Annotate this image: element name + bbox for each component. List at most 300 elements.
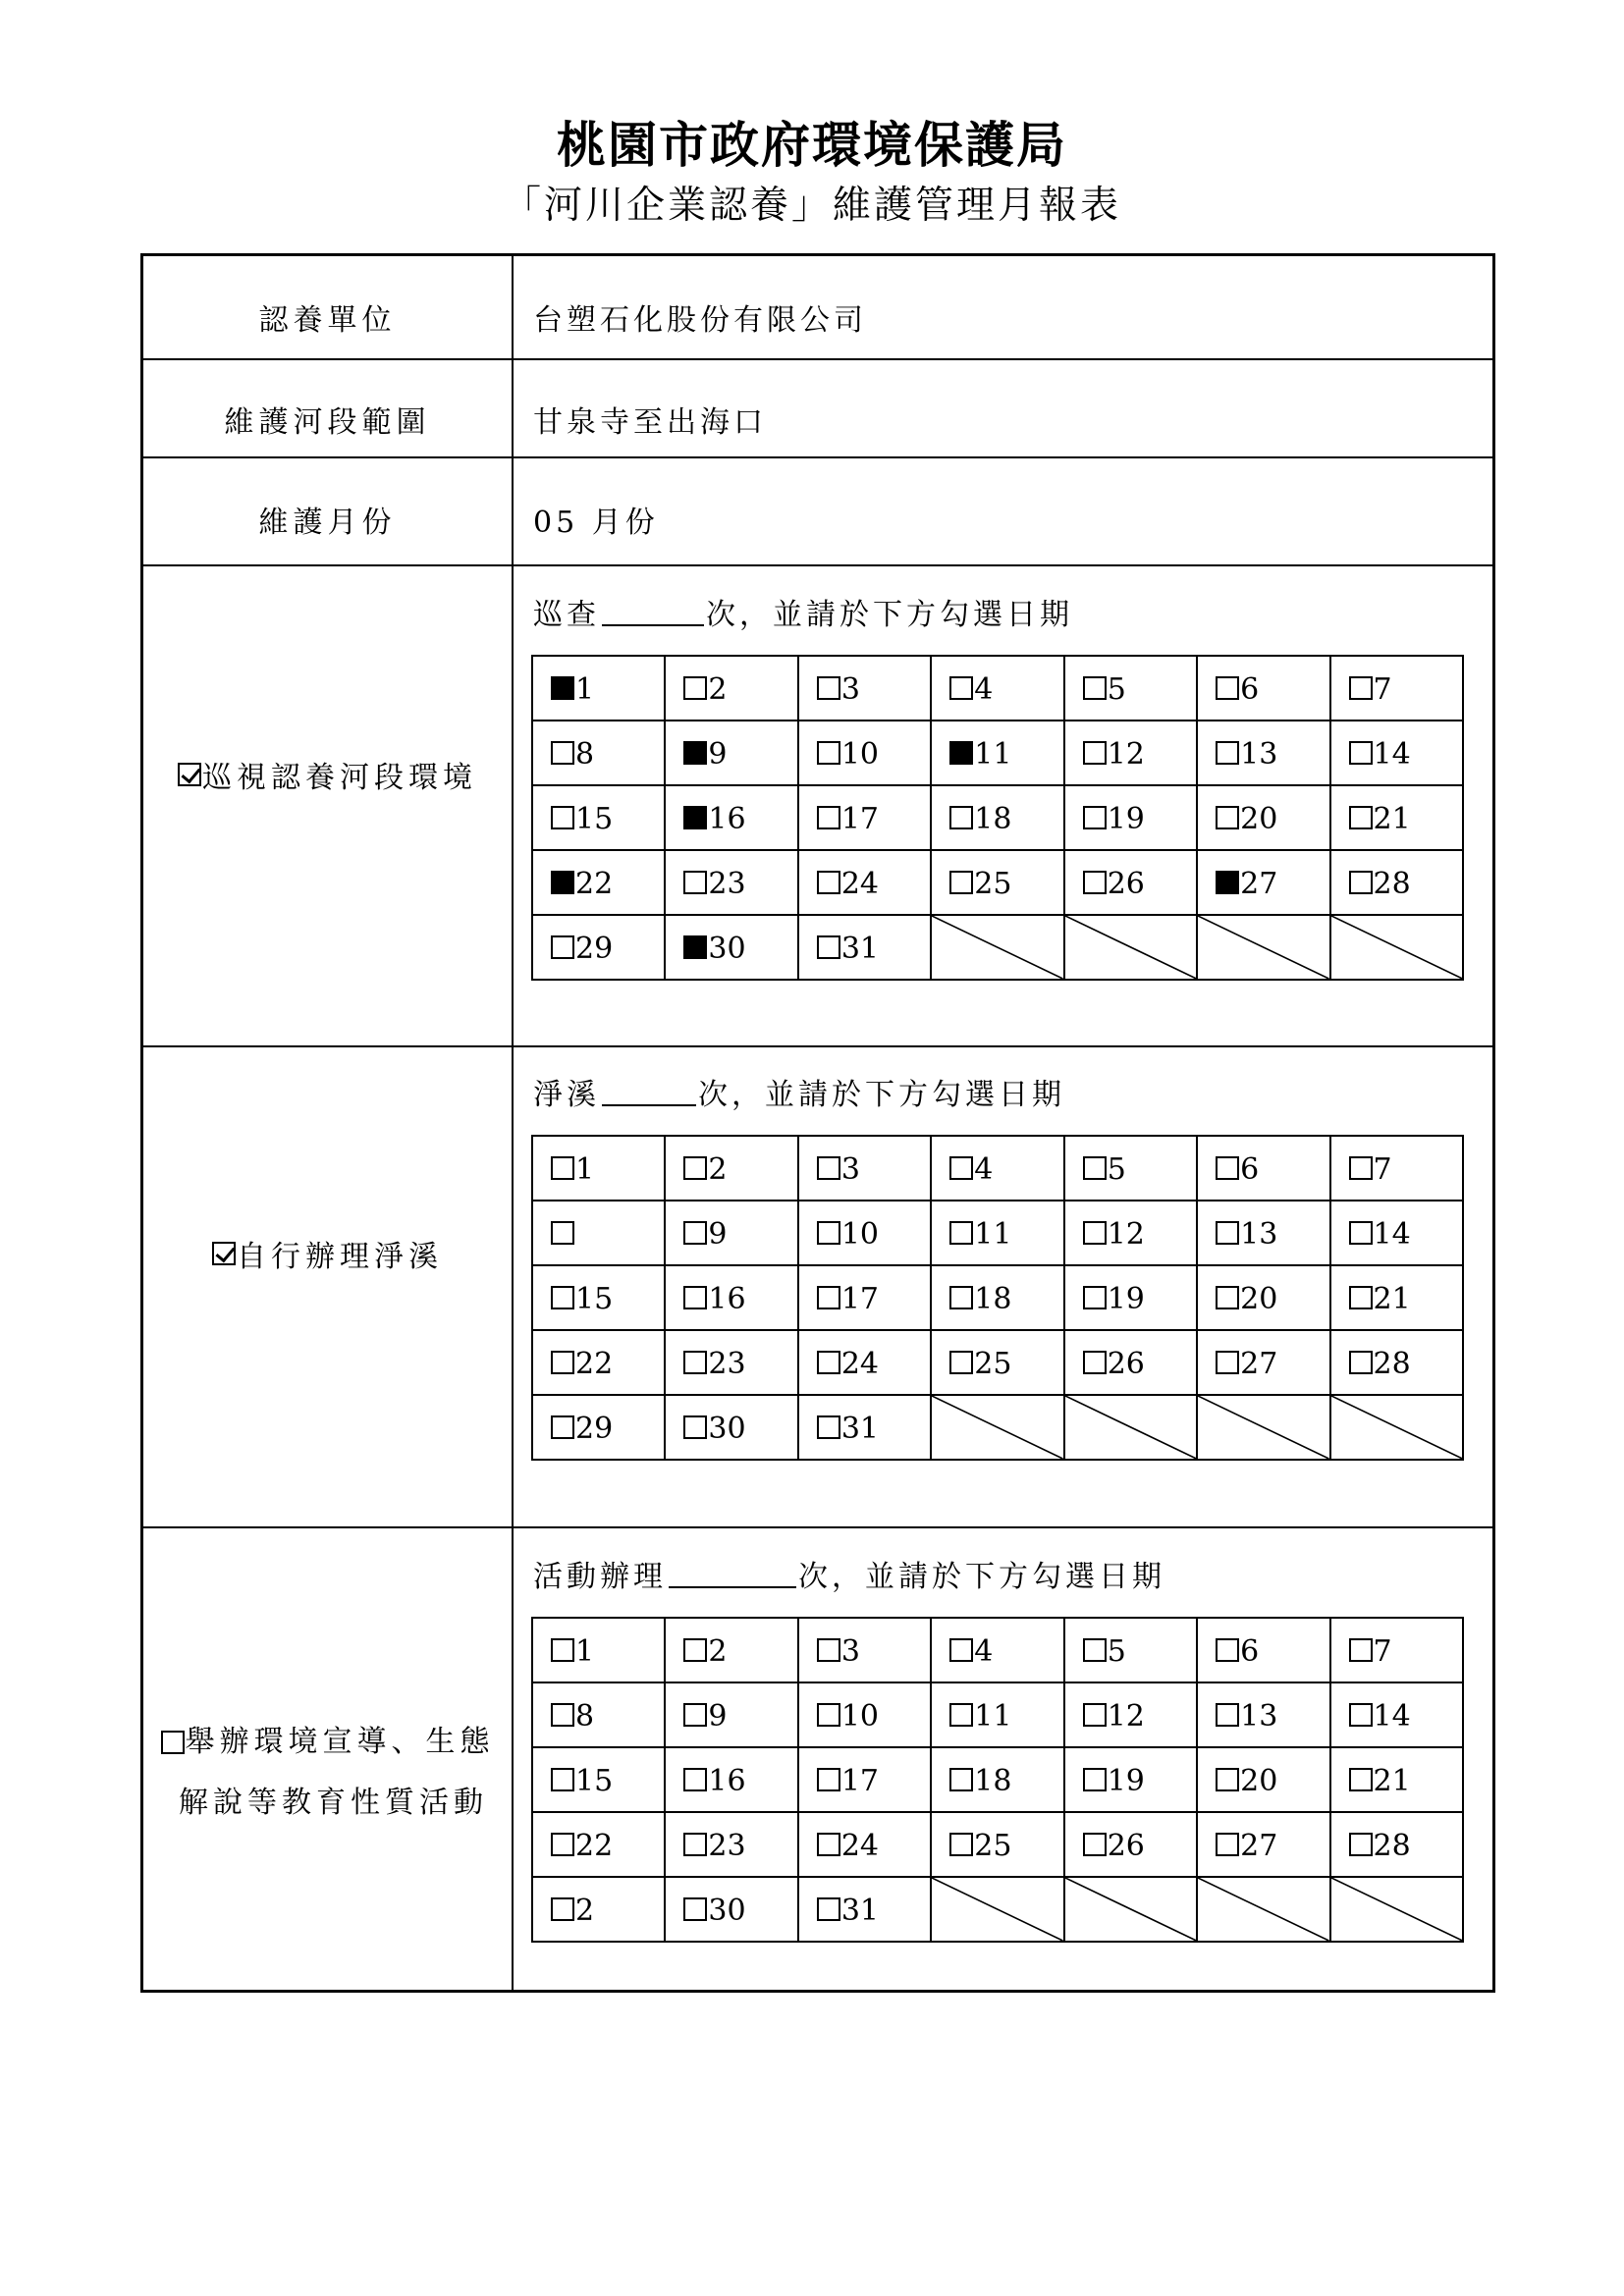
date-checkbox[interactable] [817,1156,840,1180]
date-checkbox[interactable] [817,1638,840,1662]
date-cell[interactable] [931,1330,1063,1395]
date-checkbox[interactable] [817,676,840,700]
date-checkbox[interactable] [683,871,707,894]
date-cell[interactable] [532,1395,665,1460]
date-checkbox[interactable] [683,935,707,959]
date-checkbox[interactable] [817,1221,840,1245]
date-cell[interactable] [1064,1812,1197,1877]
diagonal-strike [1198,1878,1328,1941]
date-cell[interactable] [532,1812,665,1877]
diagonal-strike [932,916,1062,979]
date-cell[interactable] [931,1682,1063,1747]
cleanup-count-prefix: 淨溪 [533,1078,600,1112]
date-checkbox[interactable] [1216,1221,1239,1245]
date-checkbox[interactable] [1349,1768,1373,1791]
date-checkbox[interactable] [551,1286,574,1309]
date-cell[interactable] [1064,656,1197,721]
date-cell[interactable] [665,721,797,785]
date-checkbox[interactable] [683,1286,707,1309]
date-number: 23 [708,1828,746,1863]
empty-date-cell [931,1877,1063,1942]
date-checkbox[interactable] [683,1833,707,1856]
date-cell[interactable] [1064,850,1197,915]
date-cell[interactable] [665,1201,797,1265]
date-cell[interactable] [798,1682,931,1747]
date-grid-row [532,1618,1463,1682]
empty-date-cell [1330,1877,1463,1942]
date-number: 19 [1107,1281,1145,1316]
date-cell[interactable] [931,1265,1063,1330]
date-number: 13 [1240,1698,1278,1734]
cleanup-section-checkbox[interactable] [212,1242,236,1265]
date-cell[interactable] [931,721,1063,785]
date-checkbox[interactable] [1349,806,1373,829]
date-cell[interactable] [1197,1265,1329,1330]
document-subtitle: 「河川企業認養」維護管理月報表 [502,184,1121,228]
date-checkbox[interactable] [683,1221,707,1245]
date-checkbox[interactable] [949,1768,973,1791]
date-checkbox[interactable] [1216,806,1239,829]
activity-count-line [533,1552,1165,1595]
date-cell[interactable] [1064,1136,1197,1201]
date-cell[interactable] [798,1747,931,1812]
date-cell[interactable] [1330,1201,1463,1265]
date-number: 14 [1373,736,1411,772]
diagonal-strike [1331,1878,1462,1941]
date-checkbox[interactable] [683,1768,707,1791]
date-checkbox[interactable] [1216,1286,1239,1309]
date-cell[interactable] [665,1265,797,1330]
date-checkbox[interactable] [817,1833,840,1856]
date-number: 25 [974,1828,1012,1863]
date-number: 26 [1107,1828,1145,1863]
diagonal-strike [1065,1396,1196,1459]
date-cell[interactable] [1064,1201,1197,1265]
cleanup-date-grid [531,1135,1464,1461]
date-cell[interactable] [931,1136,1063,1201]
date-number: 6 [1240,671,1260,707]
date-number: 28 [1373,1828,1411,1863]
date-cell[interactable] [798,850,931,915]
date-cell[interactable] [532,1201,665,1265]
date-checkbox[interactable] [1349,1638,1373,1662]
date-checkbox[interactable] [683,1638,707,1662]
date-cell[interactable] [1197,1136,1329,1201]
diagonal-strike [1198,1396,1328,1459]
date-number: 20 [1240,1281,1278,1316]
cleanup-count-input[interactable] [602,1079,696,1106]
date-checkbox[interactable] [817,1703,840,1727]
date-cell[interactable] [931,1201,1063,1265]
date-grid-row [532,656,1463,721]
date-checkbox[interactable] [1216,871,1239,894]
date-checkbox[interactable] [551,1221,574,1245]
date-number: 12 [1107,1698,1145,1734]
date-number: 7 [1373,671,1392,707]
date-checkbox[interactable] [949,1351,973,1374]
date-cell[interactable] [1064,1265,1197,1330]
date-checkbox[interactable] [817,935,840,959]
patrol-section-checkbox[interactable] [178,763,201,786]
date-cell[interactable] [1197,1682,1329,1747]
date-cell[interactable] [1064,1682,1197,1747]
date-number: 15 [575,801,614,836]
empty-date-cell [1197,1395,1329,1460]
date-number: 20 [1240,1763,1278,1798]
activity-section-checkbox[interactable] [161,1731,185,1754]
date-cell[interactable] [532,1618,665,1682]
date-checkbox[interactable] [551,806,574,829]
date-cell[interactable] [532,1330,665,1395]
date-cell[interactable] [798,1330,931,1395]
date-cell[interactable] [931,850,1063,915]
date-number: 2 [708,1151,728,1187]
date-checkbox[interactable] [949,1156,973,1180]
date-checkbox[interactable] [551,1351,574,1374]
date-cell[interactable] [798,1395,931,1460]
date-number: 17 [840,1763,880,1798]
date-checkbox[interactable] [683,1351,707,1374]
date-checkbox[interactable] [1349,676,1373,700]
activity-section-title-line2: 解說等教育性質活動 [179,1786,488,1820]
date-cell[interactable] [798,656,931,721]
date-cell[interactable] [931,785,1063,850]
date-checkbox[interactable] [949,676,973,700]
date-checkbox[interactable] [551,741,574,765]
date-checkbox[interactable] [551,1897,574,1921]
date-number: 27 [1240,1346,1278,1381]
date-checkbox[interactable] [949,806,973,829]
date-checkbox[interactable] [551,1156,574,1180]
date-checkbox[interactable] [1216,676,1239,700]
date-cell[interactable] [665,1395,797,1460]
date-cell[interactable] [798,721,931,785]
date-checkbox[interactable] [817,806,840,829]
date-checkbox[interactable] [551,1768,574,1791]
date-cell[interactable] [532,1265,665,1330]
date-cell[interactable] [1330,785,1463,850]
date-number: 18 [974,801,1012,836]
date-number: 22 [575,1346,614,1381]
date-cell[interactable] [798,1618,931,1682]
date-cell[interactable] [1330,1330,1463,1395]
date-number: 19 [1107,1763,1145,1798]
date-checkbox[interactable] [949,1638,973,1662]
date-number: 3 [840,671,860,707]
date-cell[interactable] [532,850,665,915]
date-cell[interactable] [798,1265,931,1330]
date-grid-row [532,1330,1463,1395]
date-cell[interactable] [1064,1618,1197,1682]
date-cell[interactable] [1197,1330,1329,1395]
date-cell[interactable] [798,915,931,980]
date-number: 4 [974,671,994,707]
empty-date-cell [1064,1877,1197,1942]
date-cell[interactable] [798,1201,931,1265]
date-cell[interactable] [931,1812,1063,1877]
date-cell[interactable] [665,1682,797,1747]
date-cell[interactable] [1197,785,1329,850]
date-number: 16 [708,1281,746,1316]
empty-date-cell [1330,1395,1463,1460]
empty-date-cell [1197,1877,1329,1942]
date-number: 30 [708,1893,746,1928]
date-checkbox[interactable] [1083,1768,1107,1791]
date-checkbox[interactable] [1349,1703,1373,1727]
adopter-value[interactable]: 台塑石化股份有限公司 [533,303,867,338]
date-cell[interactable] [665,850,797,915]
month-label: 維護月份 [258,506,397,540]
date-checkbox[interactable] [1216,1156,1239,1180]
date-checkbox[interactable] [551,1703,574,1727]
date-cell[interactable] [1197,656,1329,721]
date-cell[interactable] [1330,850,1463,915]
date-cell[interactable] [1330,656,1463,721]
date-checkbox[interactable] [683,1156,707,1180]
empty-date-cell [931,1395,1063,1460]
date-grid-row [532,850,1463,915]
date-cell[interactable] [931,1618,1063,1682]
diagonal-strike [932,1878,1062,1941]
date-number: 14 [1373,1216,1411,1252]
date-number: 21 [1373,1763,1411,1798]
date-checkbox[interactable] [949,871,973,894]
activity-section-label [143,1717,512,1821]
date-checkbox[interactable] [551,676,574,700]
date-number: 8 [575,736,595,772]
date-number: 7 [1373,1633,1392,1669]
date-cell[interactable] [665,1330,797,1395]
date-checkbox[interactable] [683,741,707,765]
river-section-value[interactable]: 甘泉寺至出海口 [533,405,767,440]
date-number: 31 [840,1411,880,1446]
date-number: 9 [708,736,728,772]
date-checkbox[interactable] [817,1286,840,1309]
date-cell[interactable] [1064,785,1197,850]
date-cell[interactable] [532,1682,665,1747]
date-checkbox[interactable] [1216,1351,1239,1374]
date-checkbox[interactable] [1349,1156,1373,1180]
date-cell[interactable] [798,1136,931,1201]
date-number: 18 [974,1281,1012,1316]
date-checkbox[interactable] [1216,1638,1239,1662]
date-checkbox[interactable] [1083,1221,1107,1245]
date-checkbox[interactable] [683,1897,707,1921]
date-checkbox[interactable] [551,935,574,959]
date-cell[interactable] [1064,1330,1197,1395]
date-number: 11 [974,1216,1012,1252]
date-cell[interactable] [532,1136,665,1201]
date-checkbox[interactable] [1083,676,1107,700]
empty-date-cell [1064,1395,1197,1460]
date-checkbox[interactable] [1349,1833,1373,1856]
date-checkbox[interactable] [1216,1833,1239,1856]
date-cell[interactable] [532,785,665,850]
date-number: 12 [1107,1216,1145,1252]
date-number: 16 [708,1763,746,1798]
date-number: 24 [840,866,880,901]
date-number: 2 [708,671,728,707]
date-cell[interactable] [1197,1747,1329,1812]
date-checkbox[interactable] [1083,1638,1107,1662]
date-cell[interactable] [665,656,797,721]
date-cell[interactable] [665,1136,797,1201]
patrol-date-grid [531,655,1464,981]
date-checkbox[interactable] [817,741,840,765]
date-number: 13 [1240,1216,1278,1252]
date-checkbox[interactable] [551,871,574,894]
date-checkbox[interactable] [551,1833,574,1856]
date-number: 30 [708,931,746,966]
empty-date-cell [931,915,1063,980]
date-cell[interactable] [532,1747,665,1812]
date-cell[interactable] [1330,1682,1463,1747]
date-number: 22 [575,1828,614,1863]
date-checkbox[interactable] [1349,1221,1373,1245]
patrol-count-line [533,590,1073,633]
date-checkbox[interactable] [1083,871,1107,894]
activity-section-title: 舉辦環境宣導、生態 [185,1725,495,1759]
date-number: 29 [575,931,614,966]
date-number: 5 [1107,671,1126,707]
date-checkbox[interactable] [949,1221,973,1245]
date-cell[interactable] [665,1618,797,1682]
date-cell[interactable] [1197,1201,1329,1265]
patrol-count-input[interactable] [602,599,704,626]
date-number: 15 [575,1763,614,1798]
date-cell[interactable] [1197,721,1329,785]
date-cell[interactable] [1197,1618,1329,1682]
date-cell[interactable] [931,1747,1063,1812]
date-cell[interactable] [1197,850,1329,915]
date-number: 15 [575,1281,614,1316]
date-number: 8 [575,1698,595,1734]
date-checkbox[interactable] [817,1897,840,1921]
activity-count-input[interactable] [669,1561,796,1588]
date-cell[interactable] [665,1812,797,1877]
date-number: 5 [1107,1633,1126,1669]
date-checkbox[interactable] [1083,1156,1107,1180]
date-cell[interactable] [532,915,665,980]
date-checkbox[interactable] [817,871,840,894]
date-number: 29 [575,1411,614,1446]
date-checkbox[interactable] [1216,1703,1239,1727]
date-cell[interactable] [1197,1812,1329,1877]
date-cell[interactable] [1330,1136,1463,1201]
date-cell[interactable] [665,915,797,980]
date-cell[interactable] [665,785,797,850]
date-checkbox[interactable] [1216,1768,1239,1791]
date-number: 4 [974,1151,994,1187]
date-grid-row [532,721,1463,785]
date-number: 23 [708,1346,746,1381]
date-checkbox[interactable] [1083,1833,1107,1856]
date-cell[interactable] [532,721,665,785]
activity-date-grid [531,1617,1464,1943]
date-checkbox[interactable] [1083,1703,1107,1727]
date-number: 27 [1240,866,1278,901]
date-checkbox[interactable] [817,1351,840,1374]
month-value[interactable]: 05 月份 [533,506,659,540]
date-cell[interactable] [1064,1747,1197,1812]
date-checkbox[interactable] [1083,1286,1107,1309]
date-cell[interactable] [798,785,931,850]
date-checkbox[interactable] [683,1703,707,1727]
patrol-count-suffix: 次，並請於下方勾選日期 [706,598,1073,632]
date-checkbox[interactable] [683,1415,707,1439]
date-checkbox[interactable] [817,1415,840,1439]
date-checkbox[interactable] [1083,806,1107,829]
date-cell[interactable] [665,1877,797,1942]
date-number: 17 [840,801,880,836]
date-checkbox[interactable] [1349,1351,1373,1374]
date-number: 11 [974,736,1012,772]
row-divider [143,1526,1492,1528]
adopter-label: 認養單位 [258,303,397,338]
date-number: 17 [840,1281,880,1316]
date-checkbox[interactable] [1083,1351,1107,1374]
date-number: 31 [840,1893,880,1928]
date-number: 21 [1373,801,1411,836]
date-grid-row [532,785,1463,850]
date-checkbox[interactable] [683,806,707,829]
date-checkbox[interactable] [1349,741,1373,765]
date-number: 25 [974,866,1012,901]
date-checkbox[interactable] [949,1703,973,1727]
date-checkbox[interactable] [1083,741,1107,765]
date-checkbox[interactable] [551,1415,574,1439]
date-checkbox[interactable] [949,741,973,765]
patrol-count-prefix: 巡查 [533,598,600,632]
date-number: 6 [1240,1151,1260,1187]
date-checkbox[interactable] [949,1286,973,1309]
date-checkbox[interactable] [1349,1286,1373,1309]
date-cell[interactable] [1330,721,1463,785]
date-number: 3 [840,1633,860,1669]
date-cell[interactable] [1330,1747,1463,1812]
date-cell[interactable] [931,656,1063,721]
date-cell[interactable] [1330,1265,1463,1330]
report-form [140,253,1495,1993]
date-checkbox[interactable] [551,1638,574,1662]
date-checkbox[interactable] [1216,741,1239,765]
activity-count-suffix: 次，並請於下方勾選日期 [798,1560,1165,1594]
date-cell[interactable] [1330,1618,1463,1682]
date-checkbox[interactable] [1349,871,1373,894]
date-cell[interactable] [532,656,665,721]
date-grid-row [532,1265,1463,1330]
date-number: 1 [575,1633,595,1669]
date-cell[interactable] [798,1877,931,1942]
date-grid-row [532,1395,1463,1460]
date-checkbox[interactable] [949,1833,973,1856]
date-number: 22 [575,866,614,901]
date-number: 6 [1240,1633,1260,1669]
date-cell[interactable] [1330,1812,1463,1877]
row-divider [143,358,1492,360]
date-checkbox[interactable] [683,676,707,700]
date-cell[interactable] [665,1747,797,1812]
date-number: 30 [708,1411,746,1446]
date-number: 2 [708,1633,728,1669]
date-cell[interactable] [532,1877,665,1942]
date-grid-row [532,1877,1463,1942]
date-checkbox[interactable] [817,1768,840,1791]
date-cell[interactable] [1064,721,1197,785]
river-section-label: 維護河段範圍 [224,405,431,440]
date-cell[interactable] [798,1812,931,1877]
patrol-section-label [143,755,512,794]
